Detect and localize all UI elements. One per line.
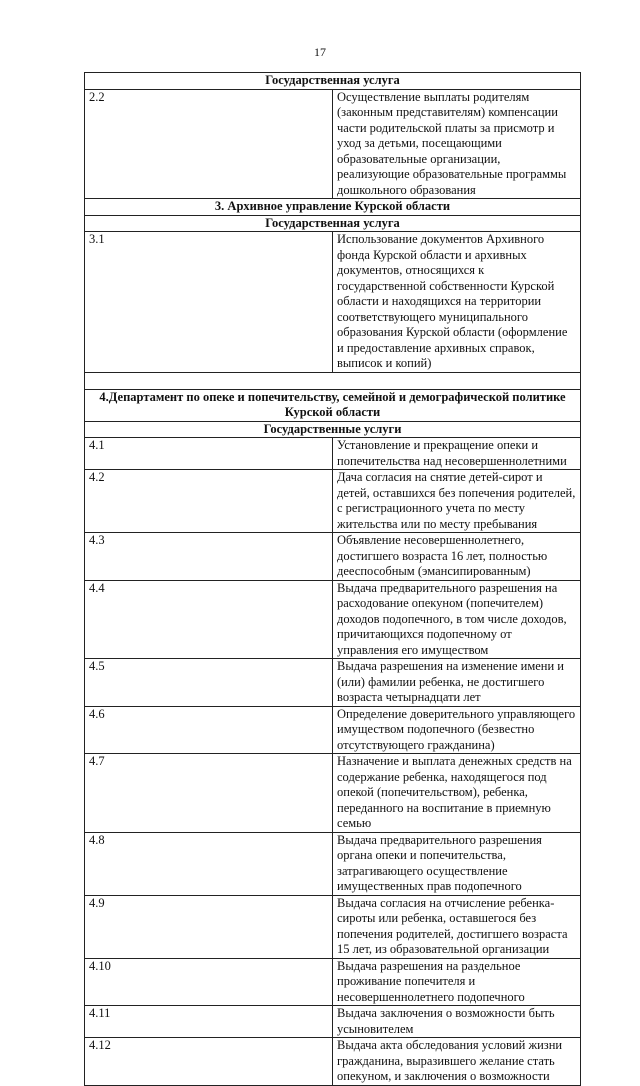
- service-name: Определение доверительного управляющего имуществом подопечного (безвестно отсутствующего гражданина): [333, 706, 581, 754]
- section-header-row: [85, 389, 581, 421]
- service-name: Осуществление выплаты родителям (законным представителям) компенсации части родительской платы за присмотр и уход за детьми, посещающими образовательные организации, реализующие образовательные программы дошкольного образования: [333, 89, 581, 199]
- table-row: [85, 659, 581, 707]
- table-row: [85, 832, 581, 895]
- section-header-row: [85, 215, 581, 232]
- row-number: 4.5: [85, 659, 333, 707]
- row-number: 4.3: [85, 533, 333, 581]
- row-number: 2.2: [85, 89, 333, 199]
- table-row: [85, 438, 581, 470]
- section-header: 4.Департамент по опеке и попечительству, семейной и демографической политике Курской области: [85, 389, 581, 421]
- service-name: Назначение и выплата денежных средств на содержание ребенка, находящегося под опекой (попечительством), ребенка, переданного на воспитание в приемную семью: [333, 754, 581, 833]
- row-number: 4.11: [85, 1006, 333, 1038]
- service-name: Выдача предварительного разрешения органа опеки и попечительства, затрагивающего осуществление имущественных прав подопечного: [333, 832, 581, 895]
- table-row: [85, 754, 581, 833]
- service-name: Выдача разрешения на изменение имени и (или) фамилии ребенка, не достигшего возраста четырнадцати лет: [333, 659, 581, 707]
- spacer-cell: [85, 372, 581, 389]
- service-name: Использование документов Архивного фонда Курской области и архивных документов, относящихся к государственной собственности Курской области и находящихся на территории соответствующего муниципального образования Курской области (оформление и предоставление архивных справок, выписок и копий): [333, 232, 581, 373]
- table-row: [85, 958, 581, 1006]
- service-name: Выдача акта обследования условий жизни гражданина, выразившего желание стать опекуном, и заключения о возможности: [333, 1038, 581, 1086]
- row-number: 4.9: [85, 895, 333, 958]
- table-row: [85, 706, 581, 754]
- row-number: 3.1: [85, 232, 333, 373]
- section-header-row: [85, 73, 581, 90]
- table-row: [85, 470, 581, 533]
- row-number: 4.10: [85, 958, 333, 1006]
- service-name: Объявление несовершеннолетнего, достигшего возраста 16 лет, полностью дееспособным (эмансипированным): [333, 533, 581, 581]
- service-name: Выдача заключения о возможности быть усыновителем: [333, 1006, 581, 1038]
- service-name: Дача согласия на снятие детей-сирот и детей, оставшихся без попечения родителей, с регистрационного учета по месту жительства или по месту пребывания: [333, 470, 581, 533]
- page-number: 17: [314, 45, 326, 59]
- section-header: 3. Архивное управление Курской области: [85, 199, 581, 216]
- table-row: [85, 1038, 581, 1086]
- row-number: 4.8: [85, 832, 333, 895]
- table-row: [85, 533, 581, 581]
- section-header-row: [85, 421, 581, 438]
- row-number: 4.1: [85, 438, 333, 470]
- section-header: Государственные услуги: [85, 421, 581, 438]
- row-number: 4.7: [85, 754, 333, 833]
- table-row: [85, 89, 581, 199]
- spacer-row: [85, 372, 581, 389]
- section-header: Государственная услуга: [85, 215, 581, 232]
- service-name: Установление и прекращение опеки и попечительства над несовершеннолетними: [333, 438, 581, 470]
- section-header: Государственная услуга: [85, 73, 581, 90]
- table-row: [85, 580, 581, 659]
- service-name: Выдача согласия на отчисление ребенка-сироты или ребенка, оставшегося без попечения родителей, достигшего возраста 15 лет, из образовательной организации: [333, 895, 581, 958]
- table-row: [85, 1006, 581, 1038]
- row-number: 4.12: [85, 1038, 333, 1086]
- services-table: [84, 72, 581, 1086]
- row-number: 4.6: [85, 706, 333, 754]
- table-row: [85, 895, 581, 958]
- service-name: Выдача разрешения на раздельное проживание попечителя и несовершеннолетнего подопечного: [333, 958, 581, 1006]
- section-header-row: [85, 199, 581, 216]
- table-row: [85, 232, 581, 373]
- services-table-body: [85, 73, 581, 1086]
- row-number: 4.4: [85, 580, 333, 659]
- service-name: Выдача предварительного разрешения на расходование опекуном (попечителем) доходов подопечного, в том числе доходов, причитающихся подопечному от управления его имуществом: [333, 580, 581, 659]
- row-number: 4.2: [85, 470, 333, 533]
